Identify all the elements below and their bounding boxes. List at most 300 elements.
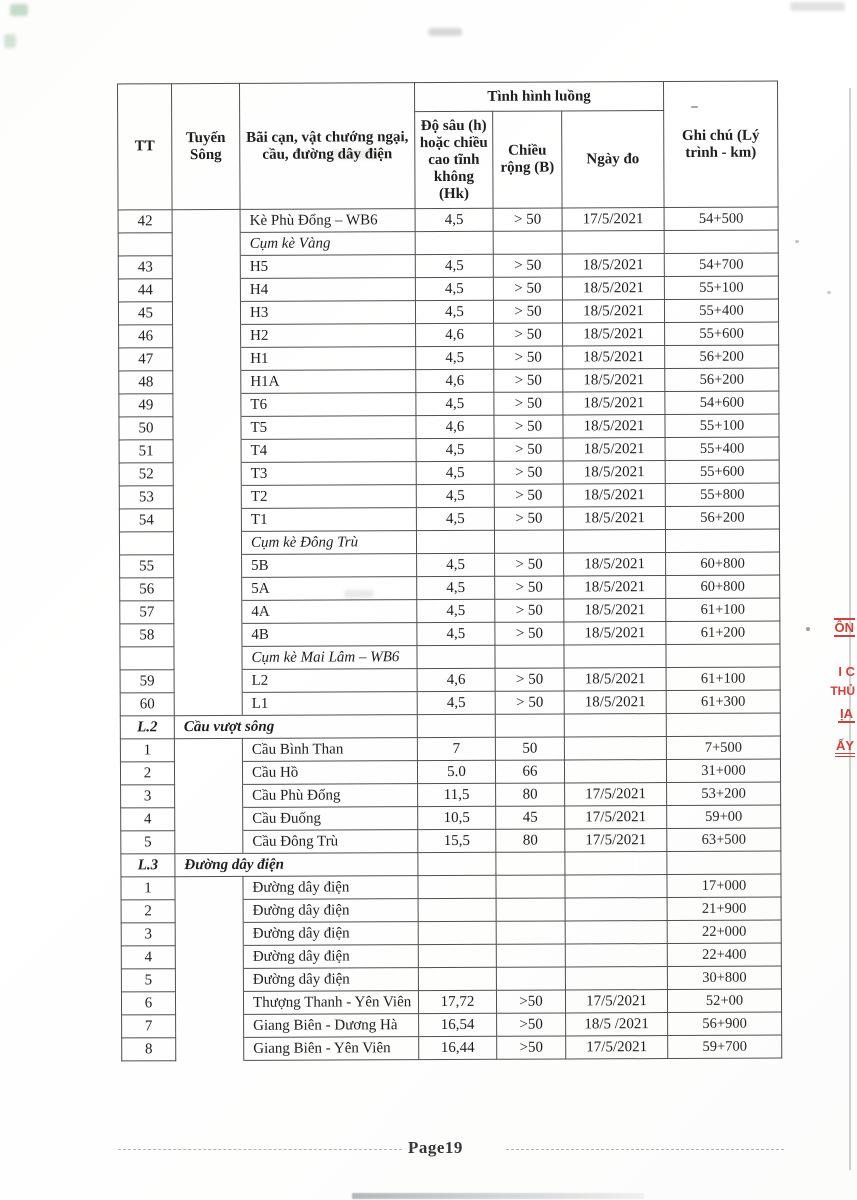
width-cell: 50 xyxy=(495,737,564,760)
obstacle-name-cell: H4 xyxy=(240,278,415,302)
width-cell xyxy=(496,967,565,990)
obstacle-name-cell: T3 xyxy=(241,462,416,486)
table-row xyxy=(122,1035,782,1061)
width-cell: > 50 xyxy=(495,668,564,691)
route-cell xyxy=(174,554,242,577)
table-row xyxy=(118,276,778,302)
row-number-cell xyxy=(118,233,172,256)
obstacle-name-cell: T4 xyxy=(241,439,416,463)
width-cell: > 50 xyxy=(495,553,564,576)
route-cell xyxy=(173,531,241,554)
survey-date-cell xyxy=(564,645,666,668)
obstacle-name-cell: 4A xyxy=(242,600,417,624)
header-obstacle: Bãi cạn, vật chướng ngại, cầu, đường dây điện xyxy=(240,83,416,210)
survey-date-cell: 18/5/2021 xyxy=(564,576,666,599)
table-row xyxy=(120,598,780,624)
table-row xyxy=(119,483,779,509)
route-cell xyxy=(174,577,242,600)
width-cell: > 50 xyxy=(494,507,563,530)
width-cell: >50 xyxy=(497,1036,566,1059)
km-note-cell: 54+600 xyxy=(665,391,779,414)
width-cell: > 50 xyxy=(494,415,563,438)
group-id-cell: L.2 xyxy=(120,716,174,739)
route-cell xyxy=(174,600,242,623)
table-row xyxy=(119,322,779,348)
depth-cell: 4,5 xyxy=(416,438,494,461)
route-cell xyxy=(176,1037,244,1060)
route-cell xyxy=(172,278,240,301)
width-cell xyxy=(496,921,565,944)
route-cell xyxy=(173,462,241,485)
survey-date-cell xyxy=(565,852,667,875)
obstacle-name-cell: Cầu Đuống xyxy=(243,807,418,831)
survey-date-cell: 18/5/2021 xyxy=(562,254,664,277)
route-cell xyxy=(173,439,241,462)
row-number-cell: 3 xyxy=(121,785,175,808)
red-stamp-fragment: ẤY xyxy=(835,738,855,757)
table-row xyxy=(119,460,779,486)
depth-cell: 4,6 xyxy=(416,415,494,438)
obstacle-name-cell: L1 xyxy=(242,692,417,716)
table-row xyxy=(120,759,780,785)
obstacle-name-cell: H1 xyxy=(241,347,416,371)
km-note-cell: 61+100 xyxy=(666,598,780,621)
width-cell xyxy=(496,852,565,875)
obstacle-name-cell: Kè Phù Đổng – WB6 xyxy=(240,209,415,233)
page-number: Page19 xyxy=(408,1138,463,1157)
obstacle-name-cell: H1A xyxy=(241,370,416,394)
obstacle-name-cell: Giang Biên - Dương Hà xyxy=(244,1014,419,1038)
km-note-cell: 61+300 xyxy=(666,690,780,713)
row-number-cell: 44 xyxy=(118,279,172,302)
km-note-cell: 60+800 xyxy=(666,552,780,575)
depth-cell: 15,5 xyxy=(418,829,496,852)
width-cell: > 50 xyxy=(493,300,562,323)
row-number-cell: 4 xyxy=(121,808,175,831)
route-cell xyxy=(172,232,240,255)
row-number-cell: 3 xyxy=(121,923,175,946)
depth-cell: 4,5 xyxy=(415,254,493,277)
row-number-cell: 59 xyxy=(120,670,174,693)
km-note-cell: 61+200 xyxy=(666,621,780,644)
group-label-cell: Đường dây điện xyxy=(175,853,418,877)
depth-cell: 4,5 xyxy=(417,691,495,714)
width-cell: > 50 xyxy=(494,392,563,415)
route-cell xyxy=(174,761,242,784)
route-cell xyxy=(175,899,243,922)
km-note-cell: 61+100 xyxy=(666,667,780,690)
width-cell: > 50 xyxy=(494,369,563,392)
survey-date-cell xyxy=(565,967,667,990)
route-cell xyxy=(175,807,243,830)
width-cell: > 50 xyxy=(495,691,564,714)
depth-cell: 4,5 xyxy=(417,599,495,622)
km-note-cell: 53+200 xyxy=(667,782,781,805)
obstacle-name-cell: Đường dây điện xyxy=(243,899,418,923)
survey-date-cell: 17/5/2021 xyxy=(565,783,667,806)
width-cell: 66 xyxy=(495,760,564,783)
survey-date-cell: 18/5 /2021 xyxy=(566,1013,668,1036)
group-header-row xyxy=(120,713,780,739)
header-width: Chiều rộng (B) xyxy=(493,111,562,208)
km-note-cell: 55+800 xyxy=(665,483,779,506)
table-row xyxy=(120,575,780,601)
km-note-cell: 54+700 xyxy=(664,253,778,276)
row-number-cell: 7 xyxy=(122,1015,176,1038)
width-cell: > 50 xyxy=(494,484,563,507)
table-row xyxy=(119,437,779,463)
width-cell xyxy=(495,645,564,668)
depth-cell xyxy=(418,921,496,944)
depth-cell xyxy=(418,852,496,875)
survey-date-cell: 18/5/2021 xyxy=(563,461,665,484)
section-label-cell: Cụm kè Mai Lâm – WB6 xyxy=(242,646,417,670)
table-row xyxy=(120,736,780,762)
depth-cell: 5.0 xyxy=(417,760,495,783)
depth-cell: 4,5 xyxy=(416,484,494,507)
width-cell: 45 xyxy=(496,806,565,829)
km-note-cell: 56+200 xyxy=(665,345,779,368)
width-cell: > 50 xyxy=(493,254,562,277)
row-number-cell: 1 xyxy=(120,739,174,762)
obstacle-name-cell: L2 xyxy=(242,669,417,693)
row-number-cell: 58 xyxy=(120,624,174,647)
row-number-cell: 51 xyxy=(119,440,173,463)
table-row xyxy=(120,667,780,693)
route-cell xyxy=(173,508,241,531)
depth-cell: 4,5 xyxy=(417,622,495,645)
depth-cell: 4,6 xyxy=(416,323,494,346)
depth-cell: 4,5 xyxy=(417,576,495,599)
row-number-cell: 1 xyxy=(121,877,175,900)
depth-cell xyxy=(417,645,495,668)
depth-cell: 17,72 xyxy=(418,990,496,1013)
width-cell: > 50 xyxy=(494,438,563,461)
row-number-cell: 56 xyxy=(120,578,174,601)
survey-date-cell: 18/5/2021 xyxy=(563,323,665,346)
depth-cell: 4,5 xyxy=(416,507,494,530)
table-row xyxy=(120,621,780,647)
km-note-cell xyxy=(666,713,780,736)
km-note-cell: 55+100 xyxy=(665,414,779,437)
km-note-cell: 7+500 xyxy=(666,736,780,759)
width-cell: > 50 xyxy=(494,323,563,346)
depth-cell xyxy=(415,231,493,254)
km-note-cell: 17+000 xyxy=(667,874,781,897)
survey-date-cell: 18/5/2021 xyxy=(562,300,664,323)
route-cell xyxy=(173,393,241,416)
row-number-cell: 42 xyxy=(118,210,172,233)
scan-bottom-bar xyxy=(352,1193,644,1199)
row-number-cell: 55 xyxy=(120,555,174,578)
survey-date-cell: 18/5/2021 xyxy=(564,668,666,691)
header-route: Tuyến Sông xyxy=(172,83,241,209)
km-note-cell: 60+800 xyxy=(666,575,780,598)
row-number-cell: 57 xyxy=(120,601,174,624)
km-note-cell: 21+900 xyxy=(667,897,781,920)
table-row xyxy=(121,897,781,923)
header-tt: TT xyxy=(118,84,173,210)
row-number-cell: 53 xyxy=(119,486,173,509)
table-row xyxy=(121,943,781,969)
km-note-cell: 54+500 xyxy=(664,207,778,230)
km-note-cell: 55+400 xyxy=(664,299,778,322)
route-cell xyxy=(175,876,243,899)
survey-date-cell: 17/5/2021 xyxy=(566,1036,668,1059)
red-stamp-fragment: ÔN xyxy=(834,620,854,635)
row-number-cell: 48 xyxy=(119,371,173,394)
depth-cell xyxy=(418,898,496,921)
km-note-cell: 30+800 xyxy=(667,966,781,989)
obstacle-name-cell: Đường dây điện xyxy=(243,876,418,900)
table-row xyxy=(120,690,780,716)
route-cell xyxy=(173,370,241,393)
group-header-row xyxy=(121,851,781,877)
depth-cell xyxy=(418,875,496,898)
obstacle-name-cell: Thượng Thanh - Yên Viên xyxy=(243,991,418,1015)
depth-cell xyxy=(417,714,495,737)
km-note-cell xyxy=(664,230,778,253)
km-note-cell: 59+700 xyxy=(668,1035,782,1058)
row-number-cell: 54 xyxy=(119,509,173,532)
depth-cell: 4,5 xyxy=(415,208,493,231)
survey-date-cell xyxy=(564,737,666,760)
obstacle-name-cell: T5 xyxy=(241,416,416,440)
route-cell xyxy=(175,968,243,991)
width-cell xyxy=(496,944,565,967)
header-date: Ngày đo xyxy=(562,111,664,208)
route-cell xyxy=(175,922,243,945)
km-note-cell: 55+100 xyxy=(664,276,778,299)
obstacle-name-cell: H3 xyxy=(240,301,415,325)
km-note-cell: 55+600 xyxy=(665,322,779,345)
width-cell: 80 xyxy=(496,829,565,852)
row-number-cell xyxy=(120,647,174,670)
table-row xyxy=(119,506,779,532)
route-cell xyxy=(174,646,242,669)
table-row xyxy=(119,391,779,417)
route-cell xyxy=(175,945,243,968)
width-cell xyxy=(495,714,564,737)
survey-date-cell: 18/5/2021 xyxy=(563,438,665,461)
obstacle-name-cell: Cầu Phù Đổng xyxy=(243,784,418,808)
red-stamp-fragment: THỦ xyxy=(830,684,855,698)
scan-smudge xyxy=(428,28,462,36)
km-note-cell: 31+000 xyxy=(666,759,780,782)
width-cell: > 50 xyxy=(494,346,563,369)
survey-date-cell: 18/5/2021 xyxy=(563,484,665,507)
width-cell: >50 xyxy=(496,990,565,1013)
width-cell: > 50 xyxy=(494,461,563,484)
row-number-cell: 2 xyxy=(120,762,174,785)
route-cell xyxy=(173,485,241,508)
row-number-cell: 43 xyxy=(118,256,172,279)
table-row xyxy=(121,782,781,808)
table-row xyxy=(121,874,781,900)
width-cell: > 50 xyxy=(493,277,562,300)
table-row xyxy=(119,368,779,394)
group-label-cell: Cầu vượt sông xyxy=(174,715,417,739)
depth-cell: 4,6 xyxy=(416,369,494,392)
survey-date-cell xyxy=(564,760,666,783)
depth-cell: 7 xyxy=(417,737,495,760)
km-note-cell xyxy=(667,851,781,874)
width-cell: >50 xyxy=(497,1013,566,1036)
depth-cell xyxy=(418,944,496,967)
scan-smudge xyxy=(790,2,845,11)
obstacle-name-cell: 4B xyxy=(242,623,417,647)
km-note-cell: 56+200 xyxy=(665,506,779,529)
depth-cell: 4,5 xyxy=(416,392,494,415)
table-row xyxy=(121,920,781,946)
row-number-cell: 45 xyxy=(118,302,172,325)
survey-date-cell: 18/5/2021 xyxy=(563,392,665,415)
obstacle-name-cell: Cầu Hồ xyxy=(242,761,417,785)
survey-date-cell: 17/5/2021 xyxy=(565,990,667,1013)
depth-cell: 16,54 xyxy=(419,1013,497,1036)
table-row xyxy=(121,805,781,831)
depth-cell: 16,44 xyxy=(419,1036,497,1059)
footer-dash-line xyxy=(118,1149,402,1150)
row-number-cell xyxy=(119,532,173,555)
width-cell xyxy=(496,875,565,898)
survey-date-cell: 17/5/2021 xyxy=(562,208,664,231)
obstacle-name-cell: Đường dây điện xyxy=(243,945,418,969)
obstacle-name-cell: Giang Biên - Yên Viên xyxy=(244,1037,419,1061)
survey-date-cell xyxy=(565,921,667,944)
depth-cell xyxy=(418,967,496,990)
row-number-cell: 60 xyxy=(120,693,174,716)
header-depth: Độ sâu (h) hoặc chiều cao tĩnh không (Hk) xyxy=(415,111,493,208)
survey-date-cell: 18/5/2021 xyxy=(563,415,665,438)
width-cell xyxy=(494,530,563,553)
km-note-cell: 56+900 xyxy=(668,1012,782,1035)
scan-speck xyxy=(806,627,810,631)
width-cell: > 50 xyxy=(495,622,564,645)
obstacle-name-cell: Đường dây điện xyxy=(243,922,418,946)
table-row xyxy=(121,989,781,1015)
survey-date-cell: 17/5/2021 xyxy=(565,829,667,852)
survey-date-cell: 18/5/2021 xyxy=(563,346,665,369)
obstacle-name-cell: T6 xyxy=(241,393,416,417)
survey-date-cell xyxy=(565,875,667,898)
route-cell xyxy=(174,692,242,715)
row-number-cell: 8 xyxy=(122,1038,176,1061)
km-note-cell: 63+500 xyxy=(667,828,781,851)
survey-date-cell: 18/5/2021 xyxy=(563,507,665,530)
table-row xyxy=(118,207,778,233)
obstacle-name-cell: 5A xyxy=(242,577,417,601)
header-note: Ghi chú (Lý trình - km) xyxy=(664,81,779,207)
section-label-cell: Cụm kè Vàng xyxy=(240,232,415,256)
width-cell: > 50 xyxy=(493,208,562,231)
width-cell: > 50 xyxy=(495,576,564,599)
route-cell xyxy=(174,669,242,692)
km-note-cell: 55+600 xyxy=(665,460,779,483)
table-row xyxy=(121,828,781,854)
route-cell xyxy=(172,255,240,278)
depth-cell: 4,5 xyxy=(416,461,494,484)
width-cell xyxy=(496,898,565,921)
survey-date-cell xyxy=(565,898,667,921)
route-cell xyxy=(175,991,243,1014)
obstacle-name-cell: T2 xyxy=(241,485,416,509)
route-cell xyxy=(175,830,243,853)
survey-date-cell: 18/5/2021 xyxy=(562,277,664,300)
row-number-cell: 5 xyxy=(121,969,175,992)
row-number-cell: 2 xyxy=(121,900,175,923)
survey-date-cell: 18/5/2021 xyxy=(563,369,665,392)
obstacle-name-cell: 5B xyxy=(242,554,417,578)
group-id-cell: L.3 xyxy=(121,854,175,877)
km-note-cell xyxy=(666,644,780,667)
scan-speck xyxy=(827,291,831,294)
table-row xyxy=(119,345,779,371)
route-cell xyxy=(172,301,240,324)
scan-speck xyxy=(795,240,799,243)
table-header xyxy=(118,81,779,210)
row-number-cell: 52 xyxy=(119,463,173,486)
red-stamp-fragment: I C xyxy=(838,664,855,679)
survey-date-cell: 18/5/2021 xyxy=(564,622,666,645)
survey-date-cell xyxy=(563,530,665,553)
survey-date-cell: 18/5/2021 xyxy=(564,691,666,714)
header-channel-group: Tình hình luồng xyxy=(415,82,664,112)
survey-date-cell: 17/5/2021 xyxy=(565,806,667,829)
obstacle-name-cell: H2 xyxy=(241,324,416,348)
width-cell xyxy=(493,231,562,254)
table-row xyxy=(120,552,780,578)
survey-date-cell xyxy=(564,714,666,737)
route-cell xyxy=(173,347,241,370)
section-row xyxy=(119,529,779,555)
survey-date-cell xyxy=(565,944,667,967)
route-cell xyxy=(175,784,243,807)
row-number-cell: 47 xyxy=(119,348,173,371)
table-row xyxy=(122,1012,782,1038)
table-body xyxy=(118,207,782,1061)
row-number-cell: 46 xyxy=(119,325,173,348)
section-row xyxy=(120,644,780,670)
table-row xyxy=(118,253,778,279)
route-cell xyxy=(173,324,241,347)
row-number-cell: 49 xyxy=(119,394,173,417)
survey-date-cell: 18/5/2021 xyxy=(564,553,666,576)
footer-dash-line xyxy=(506,1149,784,1150)
row-number-cell: 50 xyxy=(119,417,173,440)
survey-date-cell: 18/5/2021 xyxy=(564,599,666,622)
scan-smudge xyxy=(4,34,16,48)
channel-survey-table xyxy=(117,81,782,1062)
route-cell xyxy=(174,623,242,646)
table-row xyxy=(119,414,779,440)
km-note-cell: 52+00 xyxy=(667,989,781,1012)
width-cell: > 50 xyxy=(495,599,564,622)
route-cell xyxy=(173,416,241,439)
obstacle-name-cell: T1 xyxy=(241,508,416,532)
depth-cell: 10,5 xyxy=(418,806,496,829)
route-cell xyxy=(176,1014,244,1037)
depth-cell: 4,5 xyxy=(415,300,493,323)
depth-cell: 11,5 xyxy=(418,783,496,806)
row-number-cell: 4 xyxy=(121,946,175,969)
section-row xyxy=(118,230,778,256)
section-label-cell: Cụm kè Đông Trù xyxy=(241,531,416,555)
km-note-cell: 56+200 xyxy=(665,368,779,391)
scan-smudge xyxy=(10,4,28,16)
km-note-cell: 59+00 xyxy=(667,805,781,828)
row-number-cell: 6 xyxy=(121,992,175,1015)
